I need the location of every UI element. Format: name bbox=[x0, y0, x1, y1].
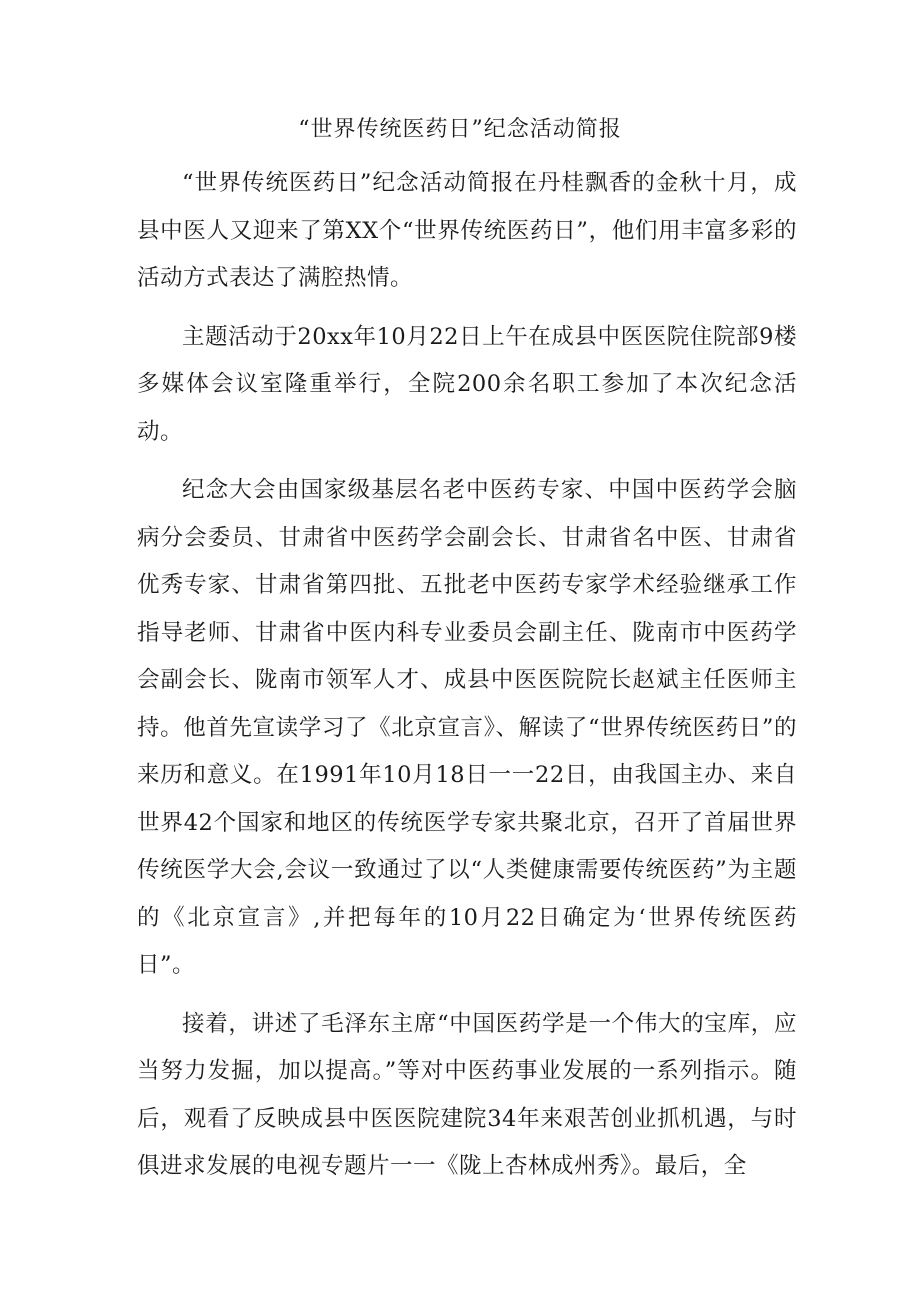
paragraph-intro: “世界传统医药日”纪念活动简报在丹桂飘香的金秋十月，成县中医人又迎来了第XX个“世界传统医药日”，他们用丰富多彩的活动方式表达了满腔热情。 bbox=[137, 170, 797, 291]
document-title: “世界传统医药日”纪念活动简报 bbox=[298, 117, 622, 142]
paragraph-activities: 接着，讲述了毛泽东主席“中国医药学是一个伟大的宝库，应当努力发掘，加以提高。”等对中医药事业发展的一系列指示。随后，观看了反映成县中医医院建院34年来艰苦创业抓机遇，与时俱进求发展的电视专题片一一《陇上杏林成州秀》。最后，全 bbox=[137, 1010, 797, 1179]
paragraph-event-time: 主题活动于20xx年10月22日上午在成县中医医院住院部9楼多媒体会议室隆重举行，全院200余名职工参加了本次纪念活动。 bbox=[137, 323, 797, 445]
paragraph-host: 纪念大会由国家级基层名老中医药专家、中国中医药学会脑病分会委员、甘肃省中医药学会副会长、甘肃省名中医、甘肃省优秀专家、甘肃省第四批、五批老中医药专家学术经验继承工作指导老师、甘肃省中医内科专业委员会副主任、陇南市中医药学会副会长、陇南市领军人才、成县中医医院院长赵斌主任医师主持。他首先宣读学习了《北京宣言》、解读了“世界传统医药日”的来历和意义。在1991年10月18日一一22日，由我国主办、来自世界42个国家和地区的传统医学专家共聚北京，召开了首届世界传统医学大会,会议一致通过了以“人类健康需要传统医药”为主题的《北京宣言》,并把每年的10月22日确定为‘世界传统医药日”。 bbox=[137, 477, 797, 978]
document-body bbox=[137, 160, 797, 1202]
